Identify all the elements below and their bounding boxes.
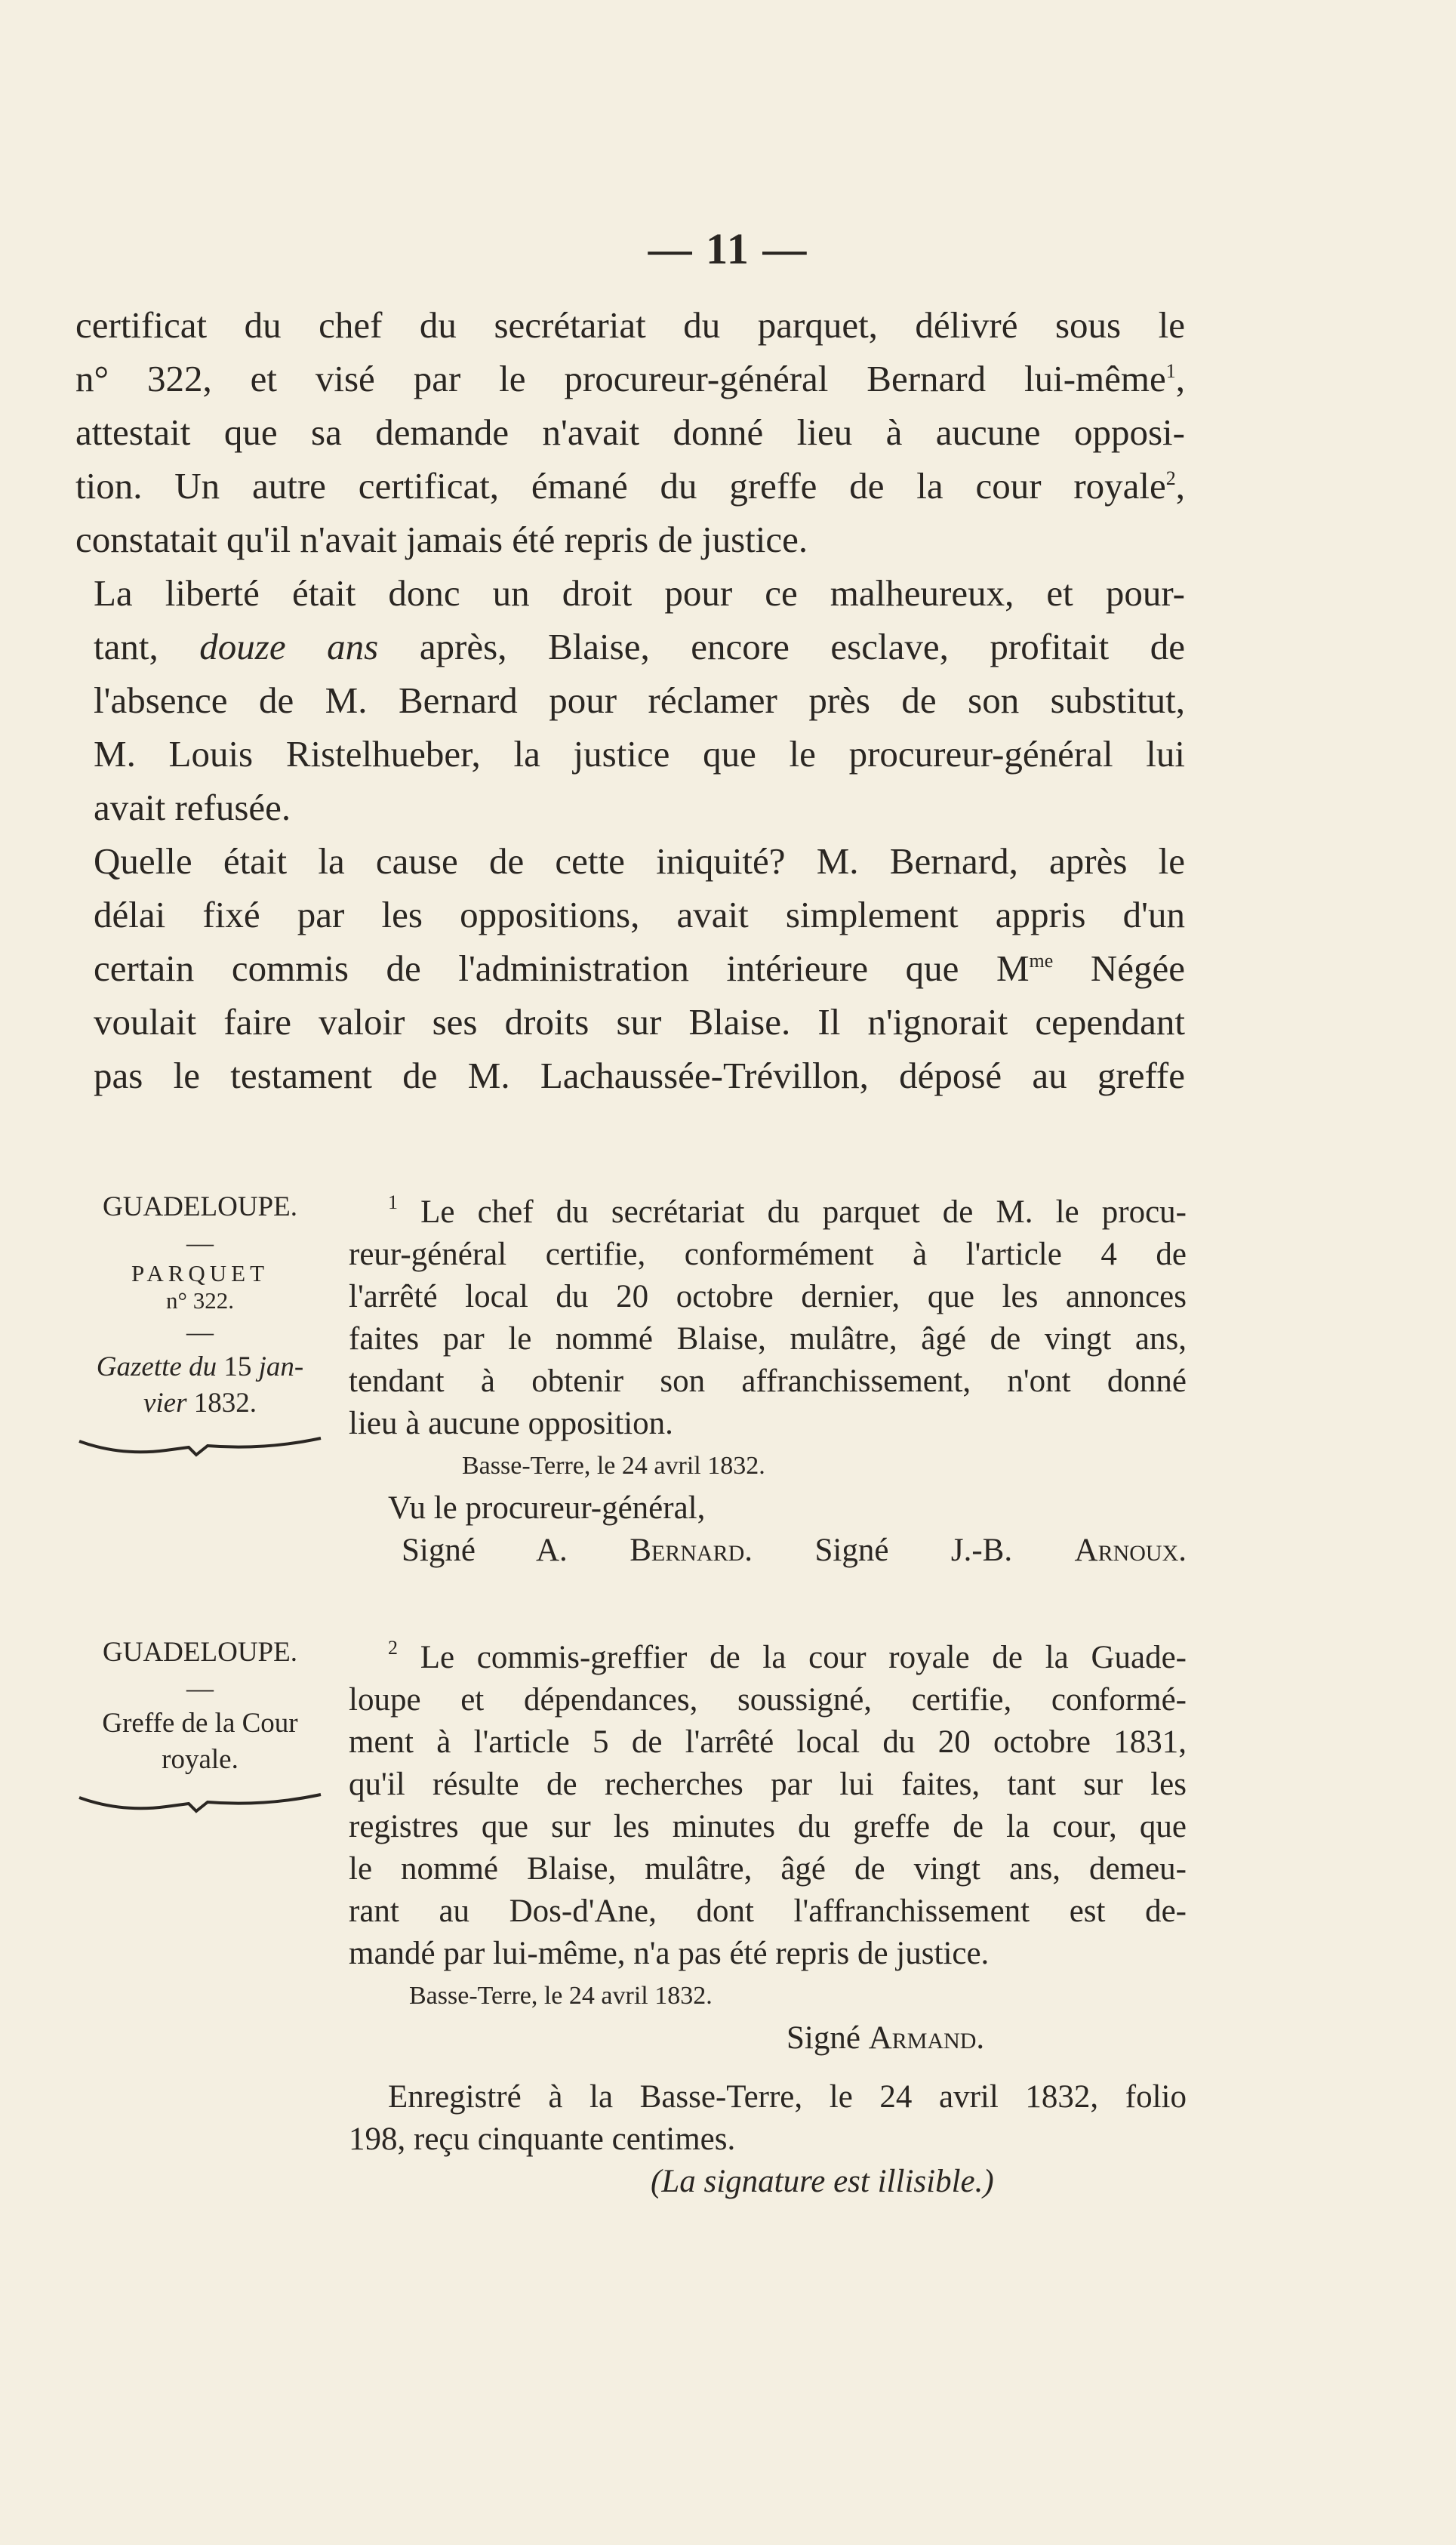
footnote-ref: 2 bbox=[1165, 467, 1176, 489]
margin-number: n° 322. bbox=[166, 1287, 234, 1314]
footnote-line: ment à l'article 5 de l'arrêté local du 20 octobre 1831, bbox=[349, 1724, 1187, 1760]
footnote-line: le nommé Blaise, mulâtre, âgé de vingt ans, demeu- bbox=[349, 1851, 1187, 1887]
footnote-line: qu'il résulte de recherches par lui faites, tant sur les bbox=[349, 1767, 1187, 1802]
italic-phrase: douze ans bbox=[199, 626, 379, 667]
text-line: voulait faire valoir ses droits sur Blaise. Il n'ignorait cependant bbox=[94, 1001, 1185, 1043]
footnote-line: loupe et dépendances, soussigné, certifie, conformé- bbox=[349, 1682, 1187, 1718]
footnote-signature: Signé Armand. bbox=[786, 2020, 985, 2056]
text-line: délai fixé par les oppositions, avait simplement appris d'un bbox=[94, 894, 1185, 935]
paragraph-2 bbox=[75, 566, 1185, 834]
footnote-line: registres que sur les minutes du greffe de la cour, que bbox=[349, 1809, 1187, 1844]
ornament-swash bbox=[75, 1434, 325, 1459]
illegible-note: (La signature est illisible.) bbox=[651, 2164, 994, 2199]
text-line: La liberté était donc un droit pour ce malheureux, et pour- bbox=[94, 572, 1185, 614]
text-line: constatait qu'il n'avait jamais été repris de justice. bbox=[75, 519, 808, 560]
footnote-2 bbox=[349, 1637, 1187, 2203]
margin-note-parquet: GUADELOUPE. — PARQUET n° 322. — Gazette du 15 jan- vier 1832. bbox=[72, 1189, 328, 1459]
footnote-1 bbox=[349, 1191, 1187, 1572]
footnote-date: Basse-Terre, le 24 avril 1832. bbox=[462, 1452, 765, 1480]
main-text bbox=[75, 298, 1185, 1102]
text-line: attestait que sa demande n'avait donné lieu à aucune opposi- bbox=[75, 411, 1185, 453]
registration-line: Enregistré à la Basse-Terre, le 24 avril 1832, folio bbox=[388, 2079, 1187, 2115]
text-line: l'absence de M. Bernard pour réclamer près de son substitut, bbox=[94, 679, 1185, 721]
text-line: pas le testament de M. Lachaussée-Trévillon, déposé au greffe bbox=[94, 1055, 1185, 1096]
text-line: M. Louis Ristelhueber, la justice que le procureur-général lui bbox=[94, 733, 1185, 775]
footnote-date: Basse-Terre, le 24 avril 1832. bbox=[409, 1982, 713, 2010]
text-line: certain commis de l'administration intérieure que $M^{me}$ Négée bbox=[94, 947, 1186, 989]
footnote-line: mandé par lui-même, n'a pas été repris de justice. bbox=[349, 1936, 990, 1971]
margin-place: GUADELOUPE. bbox=[103, 1637, 297, 1668]
footnote-ref: 1 bbox=[1165, 360, 1176, 382]
text-line: certificat du chef du secrétariat du parquet, délivré sous le bbox=[75, 304, 1185, 346]
footnote-line: faites par le nommé Blaise, mulâtre, âgé de vingt ans, bbox=[349, 1321, 1187, 1357]
page-number: — 11 — bbox=[648, 224, 808, 273]
footnote-signatures: Signé A. Bernard. Signé J.-B. Arnoux. bbox=[402, 1533, 1187, 1568]
footnote-line: $^2$ Le commis-greffier de la cour royale de la Guade- bbox=[388, 1637, 1187, 1675]
text-line: Quelle était la cause de cette iniquité? M. Bernard, après le bbox=[94, 840, 1185, 882]
margin-source-cont: vier 1832. bbox=[143, 1388, 257, 1419]
paragraph-1 bbox=[75, 298, 1185, 566]
text-line: tion. Un autre certificat, émané du greffe de la cour royale$^2$, bbox=[75, 465, 1185, 507]
margin-office: Greffe de la Cour bbox=[102, 1708, 298, 1739]
text-line: tant, douze ans après, Blaise, encore esclave, profitait de bbox=[94, 626, 1186, 667]
margin-place: GUADELOUPE. bbox=[103, 1191, 297, 1222]
footnote-line: $^1$ Le chef du secrétariat du parquet de M. le procu- bbox=[388, 1191, 1187, 1230]
margin-note-greffe: GUADELOUPE. — Greffe de la Cour royale. bbox=[72, 1635, 328, 1816]
footnote-line: reur-général certifie, conformément à l'article 4 de bbox=[349, 1237, 1187, 1272]
text-line: avait refusée. bbox=[94, 787, 291, 828]
footnote-line: rant au Dos-d'Ane, dont l'affranchissement est de- bbox=[349, 1893, 1187, 1929]
footnote-line: tendant à obtenir son affranchissement, n'ont donné bbox=[349, 1363, 1187, 1399]
margin-office: PARQUET bbox=[131, 1260, 269, 1286]
margin-office-cont: royale. bbox=[162, 1744, 239, 1775]
text-line: n° 322, et visé par le procureur-général Bernard lui-même$^1$, bbox=[75, 358, 1185, 399]
margin-source: Gazette du 15 jan- bbox=[96, 1351, 304, 1382]
paragraph-3 bbox=[75, 834, 1185, 1102]
registration-line: 198, reçu cinquante centimes. bbox=[349, 2121, 736, 2157]
footnote-line: lieu à aucune opposition. bbox=[349, 1406, 673, 1441]
ornament-swash bbox=[75, 1790, 325, 1816]
footnote-line: l'arrêté local du 20 octobre dernier, que les annonces bbox=[349, 1279, 1187, 1314]
footnote-seen: Vu le procureur-général, bbox=[388, 1490, 706, 1526]
